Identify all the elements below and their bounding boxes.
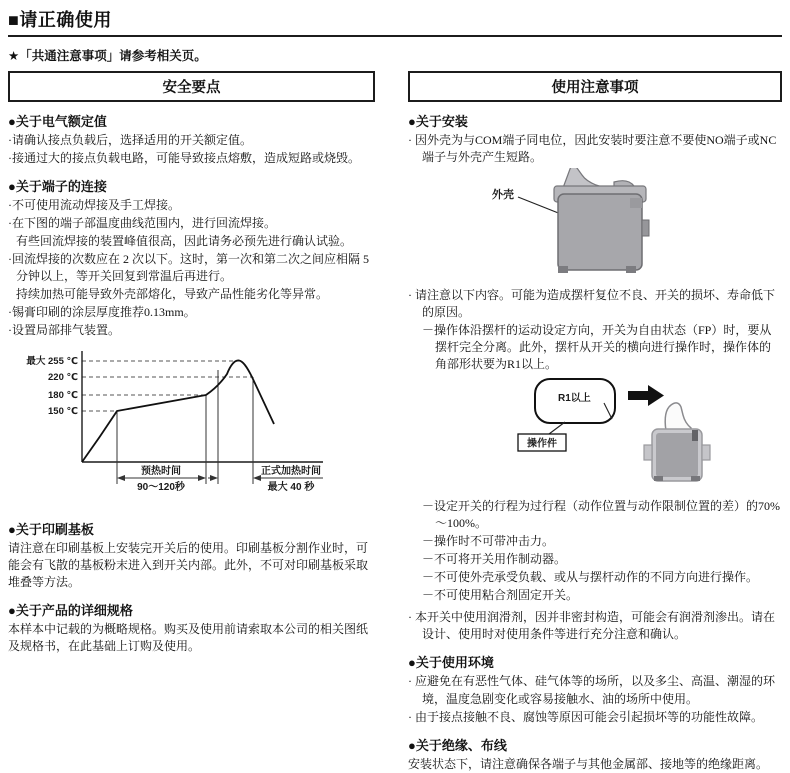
switch-front-illustration bbox=[644, 403, 710, 481]
page-title: ■请正确使用 bbox=[8, 6, 782, 37]
section-heading-electrical-rating: ●关于电气额定值 bbox=[8, 114, 107, 129]
pcb-paragraph: 请注意在印刷基板上安装完开关后的使用。印刷基板分割作业时，可能会有飞散的基板粉末进入到开关内部。此外，不可对印刷基板采取堆叠等方法。 bbox=[8, 541, 369, 590]
section-heading-detailed-spec: ●关于产品的详细规格 bbox=[8, 603, 133, 619]
safety-points-column bbox=[8, 71, 375, 655]
dash-item: －不可使外壳承受负载、或从与摆杆动作的不同方向进行操作。 bbox=[422, 570, 759, 585]
y-label-220: 220 ℃ bbox=[48, 372, 78, 384]
switch-housing-figure-svg bbox=[408, 168, 782, 280]
usage-precautions-column bbox=[408, 71, 782, 773]
preheat-label: 预热时间 bbox=[141, 466, 181, 478]
preheat-duration: 90～120秒 bbox=[137, 482, 185, 494]
section-heading-environment: ●关于使用环境 bbox=[408, 655, 494, 671]
operating-body-figure bbox=[408, 375, 782, 496]
housing-label: 外壳 bbox=[492, 189, 514, 202]
bullet-item: · 请注意以下内容。可能为造成摆杆复位不良、开关的损坏、寿命低下的原因。 bbox=[408, 288, 775, 320]
y-label-255: 最大 255 ℃ bbox=[26, 356, 78, 368]
bullet-item: ·设置局部排气装置。 bbox=[8, 323, 120, 338]
vertical-marker-lines bbox=[117, 370, 253, 484]
usage-precautions-box-title: 使用注意事项 bbox=[408, 71, 782, 102]
bullet-item: ·请确认接点负载后，选择适用的开关额定值。 bbox=[8, 133, 252, 147]
bullet-item: ·回流焊接的次数应在 2 次以下。这时，第一次和第二次之间应相隔 5分钟以上，等开关回复到常温后再进行。 bbox=[8, 252, 369, 284]
dash-item: －操作体沿摆杆的运动设定方向，开关为自由状态（FP）时，要从摆杆完全分离。此外，摆杆从开关的横向进行操作时，操作体的角部形状要为R1以上。 bbox=[422, 323, 772, 372]
safety-points-box-title: 安全要点 bbox=[8, 71, 375, 102]
dash-item: －设定开关的行程为过行程（动作位置与动作限制位置的差）的70%～100%。 bbox=[422, 499, 780, 531]
bullet-item: · 本开关中使用润滑剂，因并非密封构造，可能会有润滑剂渗出。请在设计、使用时对使用条件等进行充分注意和确认。 bbox=[408, 610, 775, 642]
two-column-layout bbox=[8, 71, 782, 773]
bullet-continuation: 有些回流焊接的装置峰值很高，因此请务必预先进行确认试验。 bbox=[16, 234, 353, 249]
direction-arrow-icon bbox=[628, 385, 664, 406]
section-heading-terminal-connection: ●关于端子的连接 bbox=[8, 179, 107, 195]
section-heading-insulation-wiring: ●关于绝缘、布线 bbox=[408, 737, 507, 753]
section-heading-installation: ●关于安装 bbox=[408, 114, 468, 129]
dash-item: －操作时不可带冲击力。 bbox=[422, 534, 555, 549]
bullet-item: ·接通过大的接点负载电路，可能导致接点熔敷，造成短路或烧毁。 bbox=[8, 151, 360, 166]
dashed-reference-lines bbox=[82, 361, 253, 411]
section-heading-pcb: ●关于印刷基板 bbox=[8, 522, 94, 538]
dash-item: －不可使用粘合剂固定开关。 bbox=[422, 588, 579, 603]
reflow-temperature-chart bbox=[20, 347, 375, 510]
insulation-paragraph: 安装状态下，请注意确保各端子与其他金属部、接地等的绝缘距离。 bbox=[408, 756, 769, 771]
spec-paragraph: 本样本中记载的为概略规格。购买及使用前请索取本公司的相关图纸及规格书，在此基础上订购及使用。 bbox=[8, 622, 369, 654]
reflow-temperature-chart-svg bbox=[20, 347, 350, 505]
y-label-180: 180 ℃ bbox=[48, 390, 78, 402]
y-axis-labels bbox=[26, 355, 78, 417]
bullet-item: · 应避免在有恶性气体、硅气体等的场所，以及多尘、高温、潮湿的环境，温度急剧变化或容易接触水、油的场所中使用。 bbox=[408, 674, 775, 706]
y-label-150: 150 ℃ bbox=[48, 406, 78, 418]
switch-housing-figure bbox=[408, 168, 782, 285]
chart-axes bbox=[82, 351, 323, 462]
r1-label: R1以上 bbox=[558, 393, 591, 405]
bullet-item: ·锡膏印刷的涂层厚度推荐0.13mm。 bbox=[8, 305, 196, 320]
main-heating-label: 正式加热时间 bbox=[261, 466, 321, 478]
operating-body-figure-svg bbox=[408, 375, 782, 491]
bullet-continuation: 持续加热可能导致外壳部熔化，导致产品性能劣化等异常。 bbox=[16, 287, 329, 302]
bullet-item: · 因外壳为与COM端子同电位，因此安装时要注意不要使NO端子或NC端子与外壳产生短路。 bbox=[408, 133, 777, 165]
bullet-item: ·在下图的端子部温度曲线范围内，进行回流焊接。 bbox=[8, 216, 276, 231]
dash-item: －不可将开关用作制动器。 bbox=[422, 552, 567, 567]
main-heating-duration: 最大 40 秒 bbox=[267, 482, 315, 494]
bullet-item: ·不可使用流动焊接及手工焊接。 bbox=[8, 198, 180, 213]
bullet-item: · 由于接点接触不良、腐蚀等原因可能会引起损坏等的功能性故障。 bbox=[408, 709, 763, 724]
operator-label: 操作件 bbox=[527, 438, 557, 450]
common-precautions-note: ★「共通注意事项」请参考相关页。 bbox=[8, 49, 207, 63]
switch-illustration bbox=[554, 168, 649, 273]
